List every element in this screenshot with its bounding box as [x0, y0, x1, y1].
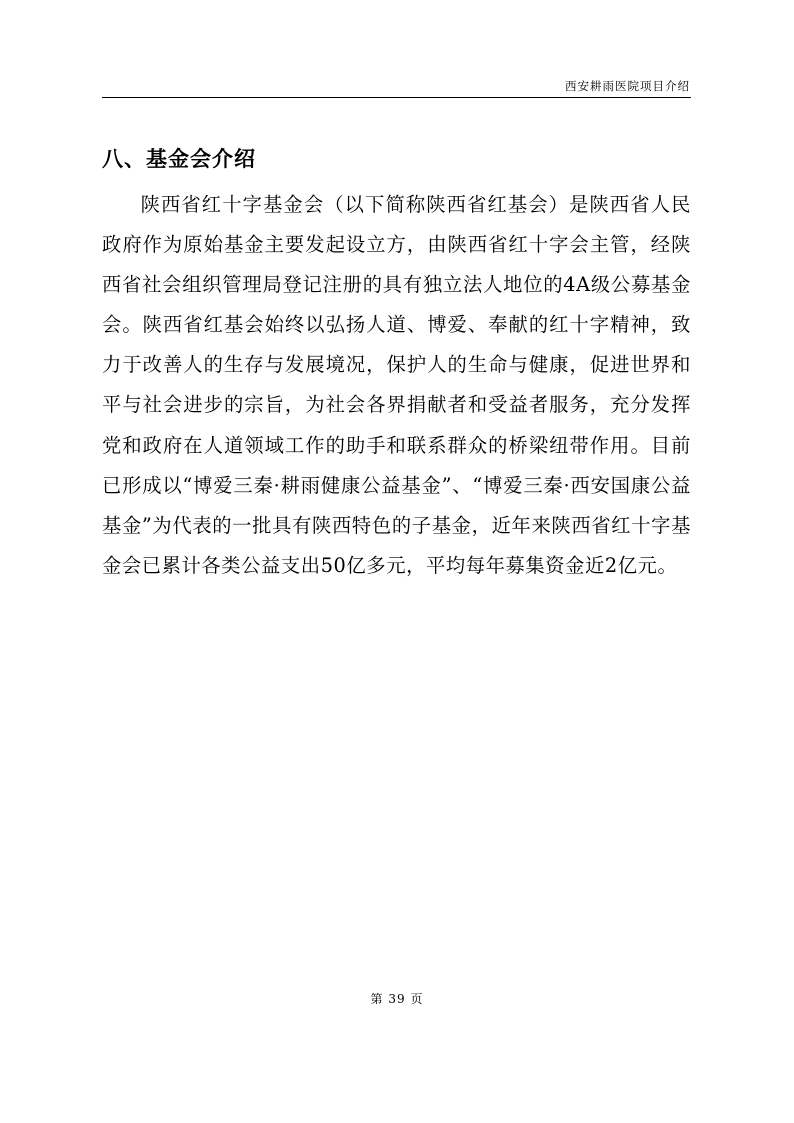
body-paragraph: 陕西省红十字基金会（以下简称陕西省红基会）是陕西省人民政府作为原始基金主要发起设立方，由陕西省红十字会主管，经陕西省社会组织管理局登记注册的具有独立法人地位的4A级公募基金会。陕西省红基会始终以弘扬人道、博爱、奉献的红十字精神，致力于改善人的生存与发展境况，保护人的生命与健康，促进世界和平与社会进步的宗旨，为社会各界捐献者和受益者服务，充分发挥党和政府在人道领域工作的助手和联系群众的桥梁纽带作用。目前已形成以“博爱三秦·耕雨健康公益基金”、“博爱三秦·西安国康公益基金”为代表的一批具有陕西特色的子基金，近年来陕西省红十字基金会已累计各类公益支出50亿多元，平均每年募集资金近2亿元。 [102, 193, 691, 577]
page-number: 第 39 页 [370, 992, 424, 1006]
header-rule [102, 97, 691, 98]
running-header: 西安耕雨医院项目介绍 [565, 79, 690, 93]
section-title: 八、基金会介绍 [102, 147, 256, 171]
